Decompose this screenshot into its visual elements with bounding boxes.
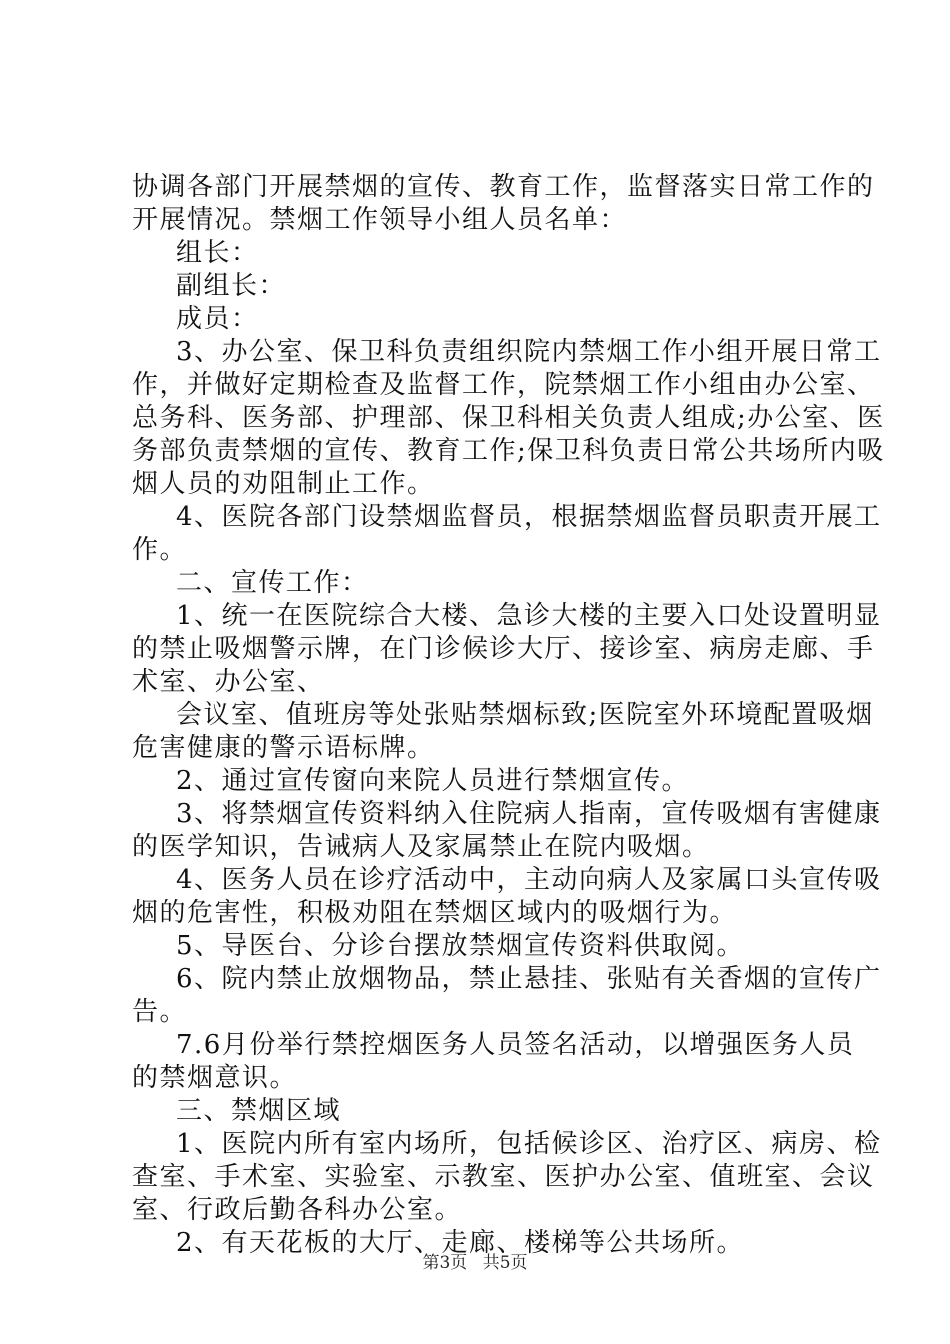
page-number: 第3页 — [422, 1253, 468, 1273]
paragraph-line: 作。 — [132, 535, 188, 565]
paragraph-line: 组长： — [176, 238, 259, 268]
paragraph-line: 三、禁烟区域 — [176, 1096, 342, 1126]
paragraph-line: 烟人员的劝阻制止工作。 — [132, 469, 435, 499]
paragraph-line: 告。 — [132, 997, 188, 1027]
paragraph-line: 的医学知识，告诫病人及家属禁止在院内吸烟。 — [132, 832, 710, 862]
document-body — [132, 171, 885, 1260]
paragraph-line: 会议室、值班房等处张贴禁烟标致;医院室外环境配置吸烟 — [176, 700, 874, 730]
paragraph-line: 室、行政后勤各科办公室。 — [132, 1195, 463, 1225]
paragraph-line: 的禁止吸烟警示牌，在门诊候诊大厅、接诊室、病房走廊、手 — [132, 634, 875, 664]
paragraph-line: 3、办公室、保卫科负责组织院内禁烟工作小组开展日常工 — [176, 337, 882, 367]
paragraph-line: 的禁烟意识。 — [132, 1063, 298, 1093]
paragraph-line: 术室、办公室、 — [132, 667, 325, 697]
paragraph-line: 查室、手术室、实验室、示教室、医护办公室、值班室、会议 — [132, 1162, 875, 1192]
paragraph-line: 2、通过宣传窗向来院人员进行禁烟宣传。 — [176, 766, 690, 796]
paragraph-line: 1、统一在医院综合大楼、急诊大楼的主要入口处设置明显 — [176, 601, 882, 631]
paragraph-line: 副组长： — [176, 271, 287, 301]
paragraph-line: 2、有天花板的大厅、走廊、楼梯等公共场所。 — [176, 1228, 745, 1258]
page-total: 共5页 — [482, 1253, 528, 1273]
paragraph-line: 5、导医台、分诊台摆放禁烟宣传资料供取阅。 — [176, 931, 745, 961]
paragraph-line: 烟的危害性，积极劝阻在禁烟区域内的吸烟行为。 — [132, 898, 738, 928]
page-footer — [0, 1248, 950, 1273]
paragraph-line: 总务科、医务部、护理部、保卫科相关负责人组成;办公室、医 — [132, 403, 885, 433]
paragraph-line: 4、医务人员在诊疗活动中，主动向病人及家属口头宣传吸 — [176, 865, 882, 895]
paragraph-line: 7.6月份举行禁控烟医务人员签名活动，以增强医务人员 — [176, 1030, 855, 1060]
paragraph-line: 1、医院内所有室内场所，包括候诊区、治疗区、病房、检 — [176, 1129, 882, 1159]
paragraph-line: 危害健康的警示语标牌。 — [132, 733, 435, 763]
paragraph-line: 二、宣传工作： — [176, 568, 369, 598]
paragraph-line: 3、将禁烟宣传资料纳入住院病人指南，宣传吸烟有害健康 — [176, 799, 882, 829]
paragraph-line: 作，并做好定期检查及监督工作，院禁烟工作小组由办公室、 — [132, 370, 875, 400]
paragraph-line: 开展情况。禁烟工作领导小组人员名单： — [132, 205, 628, 235]
paragraph-line: 协调各部门开展禁烟的宣传、教育工作，监督落实日常工作的 — [132, 172, 875, 202]
paragraph-line: 6、院内禁止放烟物品，禁止悬挂、张贴有关香烟的宣传广 — [176, 964, 882, 994]
paragraph-line: 4、医院各部门设禁烟监督员，根据禁烟监督员职责开展工 — [176, 502, 882, 532]
paragraph-line: 成员： — [176, 304, 259, 334]
paragraph-line: 务部负责禁烟的宣传、教育工作;保卫科负责日常公共场所内吸 — [132, 436, 885, 466]
